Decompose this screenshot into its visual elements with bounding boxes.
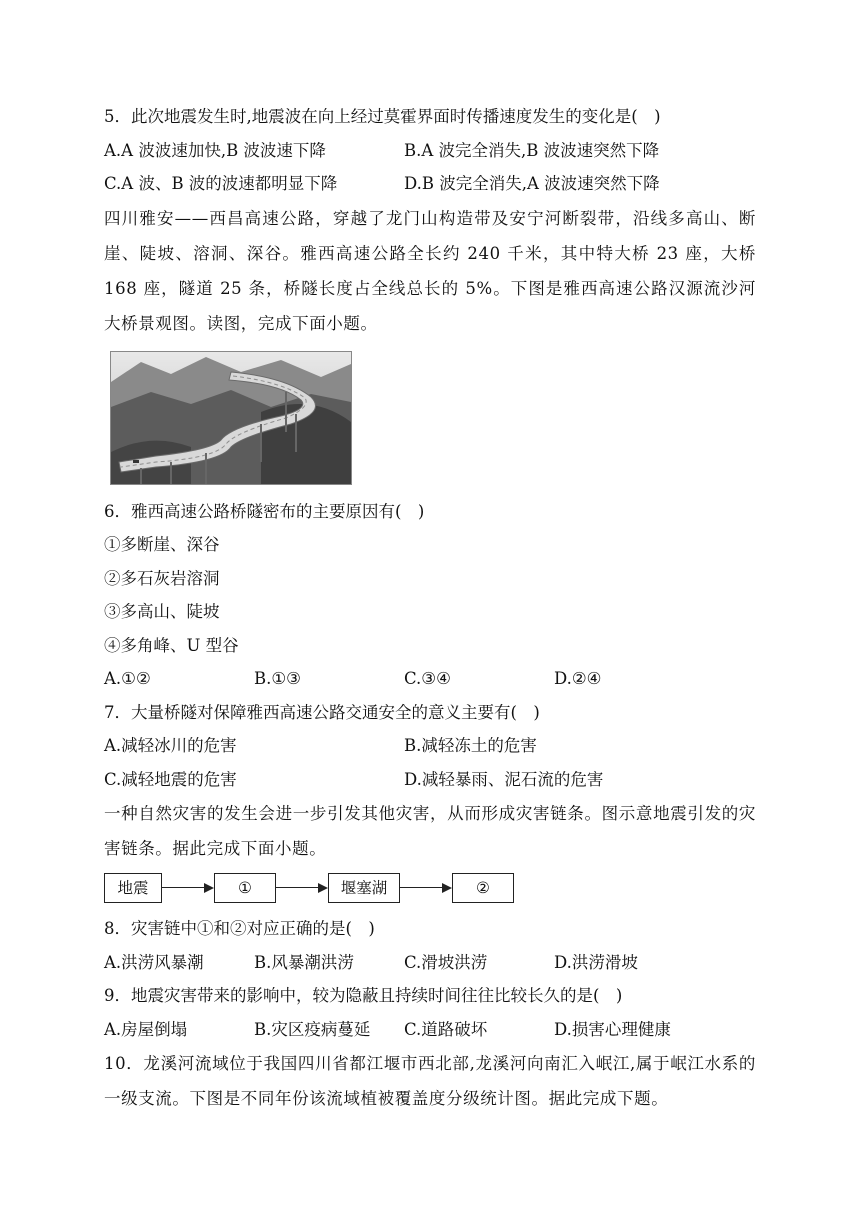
q6-option-a: A.①② (104, 669, 151, 688)
q5-stem: 5．此次地震发生时,地震波在向上经过莫霍界面时传播速度发生的变化是( ) (104, 107, 661, 126)
q6-item-4: ④多角峰、U 型谷 (104, 635, 239, 655)
q5-options-row1 (104, 134, 764, 168)
passage-yaxi-highway: 四川雅安——西昌高速公路，穿越了龙门山构造带及安宁河断裂带，沿线多高山、断崖、陡坡、溶洞、深谷。雅西高速公路全长约 240 千米，其中特大桥 23 座，大桥 168 座，隧道 25 条，桥隧长度占全线总长的 5%。下图是雅西高速公路汉源流沙河大桥景观图。读图，完成下面小题。 (104, 208, 756, 333)
chain-arrow-icon (400, 874, 452, 902)
chain-node-1: ① (214, 873, 276, 903)
q9-options (104, 1013, 764, 1047)
q9-option-c: C.道路破坏 (404, 1019, 488, 1039)
q6-option-c: C.③④ (404, 669, 451, 688)
chain-node-barrier-lake: 堰塞湖 (328, 873, 400, 903)
q6-item-2: ②多石灰岩溶洞 (104, 568, 220, 588)
q8-option-d: D.洪涝滑坡 (554, 952, 638, 972)
q7-option-c: C.减轻地震的危害 (104, 769, 237, 789)
q8-options (104, 946, 764, 980)
q9-option-b: B.灾区疫病蔓延 (254, 1019, 371, 1039)
q8-option-a: A.洪涝风暴潮 (104, 952, 204, 972)
q7-options-row1 (104, 729, 764, 763)
disaster-chain-diagram (104, 868, 764, 908)
q6-item-3: ③多高山、陡坡 (104, 602, 220, 621)
q6-option-d: D.②④ (554, 669, 602, 688)
page-content (104, 100, 764, 1116)
q5-option-d: D.B 波完全消失,A 波波速突然下降 (404, 174, 660, 193)
q8-option-b: B.风暴潮洪涝 (254, 952, 354, 972)
q7-option-a: A.减轻冰川的危害 (104, 736, 237, 755)
bridge-photo (110, 351, 352, 485)
chain-node-earthquake: 地震 (104, 873, 162, 903)
q9-option-a: A.房屋倒塌 (104, 1019, 188, 1039)
q7-option-d: D.减轻暴雨、泥石流的危害 (404, 769, 604, 789)
q8-option-c: C.滑坡洪涝 (404, 952, 488, 972)
q6-option-b: B.①③ (254, 669, 301, 688)
q8-stem: 8．灾害链中①和②对应正确的是( ) (104, 919, 375, 938)
passage-disaster-chain: 一种自然灾害的发生会进一步引发其他灾害，从而形成灾害链条。图示意地震引发的灾害链条。据此完成下面小题。 (104, 804, 756, 858)
q7-options-row2 (104, 763, 764, 797)
q7-stem: 7．大量桥隧对保障雅西高速公路交通安全的意义主要有( ) (104, 702, 540, 722)
q7-option-b: B.减轻冻土的危害 (404, 736, 537, 755)
q9-option-d: D.损害心理健康 (554, 1019, 671, 1039)
q5-option-c: C.A 波、B 波的波速都明显下降 (104, 174, 338, 193)
q5-option-b: B.A 波完全消失,B 波波速突然下降 (404, 140, 660, 160)
chain-arrow-icon (162, 874, 214, 902)
q6-stem: 6．雅西高速公路桥隧密布的主要原因有( ) (104, 501, 425, 521)
q9-stem: 9．地震灾害带来的影响中，较为隐蔽且持续时间往往比较长久的是( ) (104, 986, 623, 1005)
q10-stem: 10．龙溪河流域位于我国四川省都江堰市西北部,龙溪河向南汇入岷江,属于岷江水系的一级支流。下图是不同年份该流域植被覆盖度分级统计图。据此完成下题。 (104, 1054, 756, 1108)
chain-arrow-icon (276, 874, 328, 902)
q6-options (104, 662, 764, 696)
bridge-photo-image (111, 352, 351, 484)
q5-option-a: A.A 波波速加快,B 波波速下降 (104, 140, 326, 160)
q5-options-row2 (104, 167, 764, 201)
q6-item-1: ①多断崖、深谷 (104, 535, 220, 554)
chain-node-2: ② (452, 873, 514, 903)
